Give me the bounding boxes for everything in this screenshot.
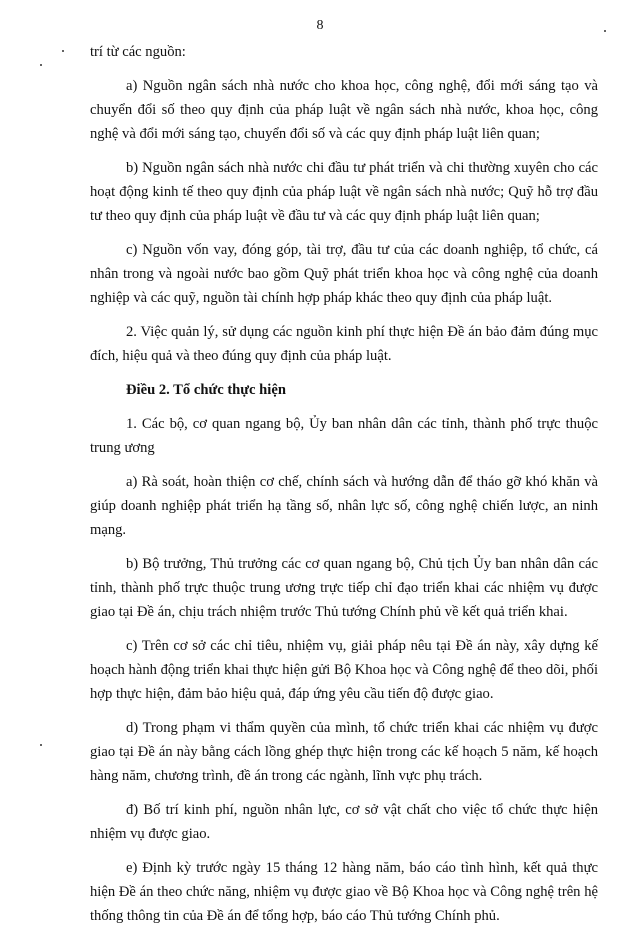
document-body: [90, 40, 598, 938]
article-2-heading: Điều 2. Tổ chức thực hiện: [126, 382, 286, 398]
scan-speck: [40, 64, 42, 66]
paragraph-clause-1: 1. Các bộ, cơ quan ngang bộ, Ủy ban nhân dân các tỉnh, thành phố trực thuộc trung ương: [90, 416, 598, 456]
paragraph-item-a-1: a) Nguồn ngân sách nhà nước cho khoa học, công nghệ, đổi mới sáng tạo và chuyển đổi số theo quy định của pháp luật về ngân sách nhà nước, khoa học, công nghệ và đổi mới sáng tạo, chuyển đổi số và các quy định pháp luật liên quan;: [90, 78, 598, 142]
paragraph-item-c-2: c) Trên cơ sở các chỉ tiêu, nhiệm vụ, giải pháp nêu tại Đề án này, xây dựng kế hoạch hành động triển khai thực hiện gửi Bộ Khoa học và Công nghệ để theo dõi, phối hợp thực hiện, đảm bảo hiệu quả, đáp ứng yêu cầu tiến độ được giao.: [90, 638, 598, 702]
paragraph-item-d-2: d) Trong phạm vi thẩm quyền của mình, tổ chức triển khai các nhiệm vụ được giao tại Đề án này bằng cách lồng ghép thực hiện trong các kế hoạch 5 năm, kế hoạch hàng năm, chương trình, đề án trong các ngành, lĩnh vực phụ trách.: [90, 720, 598, 784]
scan-speck: [604, 30, 606, 32]
paragraph-item-a-2: a) Rà soát, hoàn thiện cơ chế, chính sách và hướng dẫn để tháo gỡ khó khăn và giúp doanh nghiệp phát triển hạ tầng số, nhân lực số, công nghệ chiến lược, an ninh mạng.: [90, 474, 598, 538]
paragraph-clause-2: 2. Việc quản lý, sử dụng các nguồn kinh phí thực hiện Đề án bảo đảm đúng mục đích, hiệu quả và theo đúng quy định của pháp luật.: [90, 324, 598, 364]
paragraph-item-c-1: c) Nguồn vốn vay, đóng góp, tài trợ, đầu tư của các doanh nghiệp, tổ chức, cá nhân trong và ngoài nước bao gồm Quỹ phát triển khoa học và công nghệ của doanh nghiệp và các quỹ, nguồn tài chính hợp pháp khác theo quy định của pháp luật.: [90, 242, 598, 306]
paragraph-item-e-2: e) Định kỳ trước ngày 15 tháng 12 hàng năm, báo cáo tình hình, kết quả thực hiện Đề án theo chức năng, nhiệm vụ được giao về Bộ Khoa học và Công nghệ trên hệ thống thông tin của Đề án để tổng hợp, báo cáo Thủ tướng Chính phủ.: [90, 860, 598, 924]
paragraph-item-dd-2: đ) Bố trí kinh phí, nguồn nhân lực, cơ sở vật chất cho việc tổ chức thực hiện nhiệm vụ được giao.: [90, 802, 598, 842]
paragraph-continuation: trí từ các nguồn:: [90, 44, 186, 60]
paragraph-item-b-2: b) Bộ trưởng, Thủ trưởng các cơ quan ngang bộ, Chủ tịch Ủy ban nhân dân các tỉnh, thành phố trực thuộc trung ương trực tiếp chỉ đạo triển khai các nhiệm vụ được giao tại Đề án, chịu trách nhiệm trước Thủ tướng Chính phủ về kết quả triển khai.: [90, 556, 598, 620]
page-number: 8: [316, 18, 324, 33]
scan-speck: [62, 50, 64, 52]
paragraph-item-b-1: b) Nguồn ngân sách nhà nước chi đầu tư phát triển và chi thường xuyên cho các hoạt động kinh tế theo quy định của pháp luật về ngân sách nhà nước; Quỹ hỗ trợ đầu tư theo quy định của pháp luật về đầu tư và các quy định pháp luật liên quan;: [90, 160, 598, 224]
scan-speck: [40, 744, 42, 746]
